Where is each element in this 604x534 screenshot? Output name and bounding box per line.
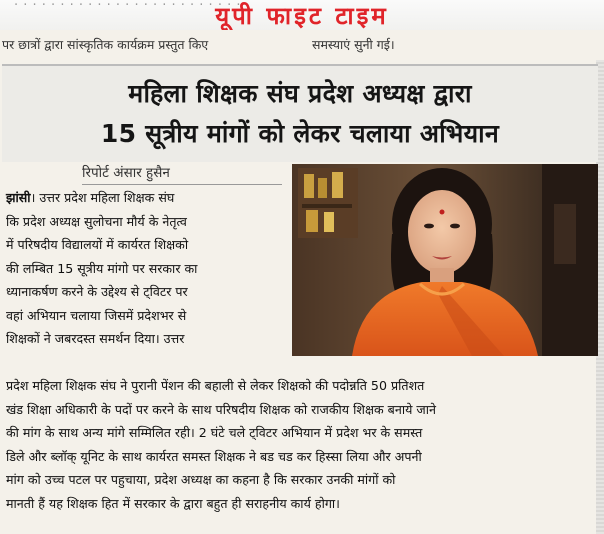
dateline: झांसी	[6, 190, 31, 205]
article-line: झांसी। उत्तर प्रदेश महिला शिक्षक संघ	[6, 190, 175, 205]
article-line: कि प्रदेश अध्यक्ष सुलोचना मौर्य के नेतृत्व	[6, 213, 187, 229]
headline-line-1: महिला शिक्षक संघ प्रदेश अध्यक्ष द्वारा	[128, 79, 472, 108]
masthead-title: यूपी फाइट टाइम	[215, 2, 389, 30]
article-line: वहां अभियान चलाया जिसमें प्रदेशभर से	[6, 307, 187, 323]
headline	[2, 74, 598, 154]
article-line: की लम्बित 15 सूत्रीय मांगो पर सरकार का	[6, 260, 198, 276]
article-line: की मांग के साथ अन्य मांगे सम्मिलित रही। 2 घंटे चले ट्विटर अभियान में प्रदेश भर के समस्त	[6, 425, 423, 440]
article-full-text	[6, 374, 596, 515]
article-line: शिक्षकों ने जबरदस्त समर्थन दिया। उत्तर	[6, 331, 185, 346]
article-column-text	[6, 186, 286, 351]
article-line: में परिषदीय विद्यालयों में कार्यरत शिक्षको	[6, 237, 189, 252]
byline: रिपोर्ट अंसार हुसैन	[82, 162, 282, 185]
article-line: मानती हैं यह शिक्षक हित में सरकार के द्वारा बहुत ही सराहनीय कार्य होगा।	[6, 495, 340, 511]
article-line: प्रदेश महिला शिक्षक संघ ने पुरानी पेंशन की बहाली से लेकर शिक्षको की पदोन्नति 50 प्रतिशत	[6, 378, 425, 393]
portrait-illustration	[292, 164, 598, 356]
previous-line-right: समस्याएं सुनी गई।	[312, 37, 395, 52]
headline-line-2: 15 सूत्रीय मांगों को लेकर चलाया अभियान	[100, 119, 500, 148]
article-line: खंड शिक्षा अधिकारी के पदों पर करने के साथ परिषदीय शिक्षक को राजकीय शिक्षक बनाये जाने	[6, 401, 436, 417]
article-line: मांग को उच्च पटल पर पहुचाया, प्रदेश अध्यक्ष का कहना है कि सरकार उनकी मांगों को	[6, 472, 396, 487]
article-line: डिले और ब्लॉक् यूनिट के साथ कार्यरत समस्त शिक्षक ने बड चड कर हिस्सा लिया और अपनी	[6, 448, 422, 464]
faded-previous-text: . . . . . . . . . . . . . . . . . . . . . . . . .	[14, 0, 241, 9]
top-strip	[0, 0, 604, 30]
portrait-photo	[292, 164, 598, 356]
previous-article-line	[0, 34, 604, 56]
previous-line-left: पर छात्रों द्वारा सांस्कृतिक कार्यक्रम प्रस्तुत किए	[2, 37, 209, 52]
headline-panel	[2, 64, 598, 162]
article-line: ध्यानाकर्षण करने के उद्देश्य से ट्विटर पर	[6, 284, 188, 299]
